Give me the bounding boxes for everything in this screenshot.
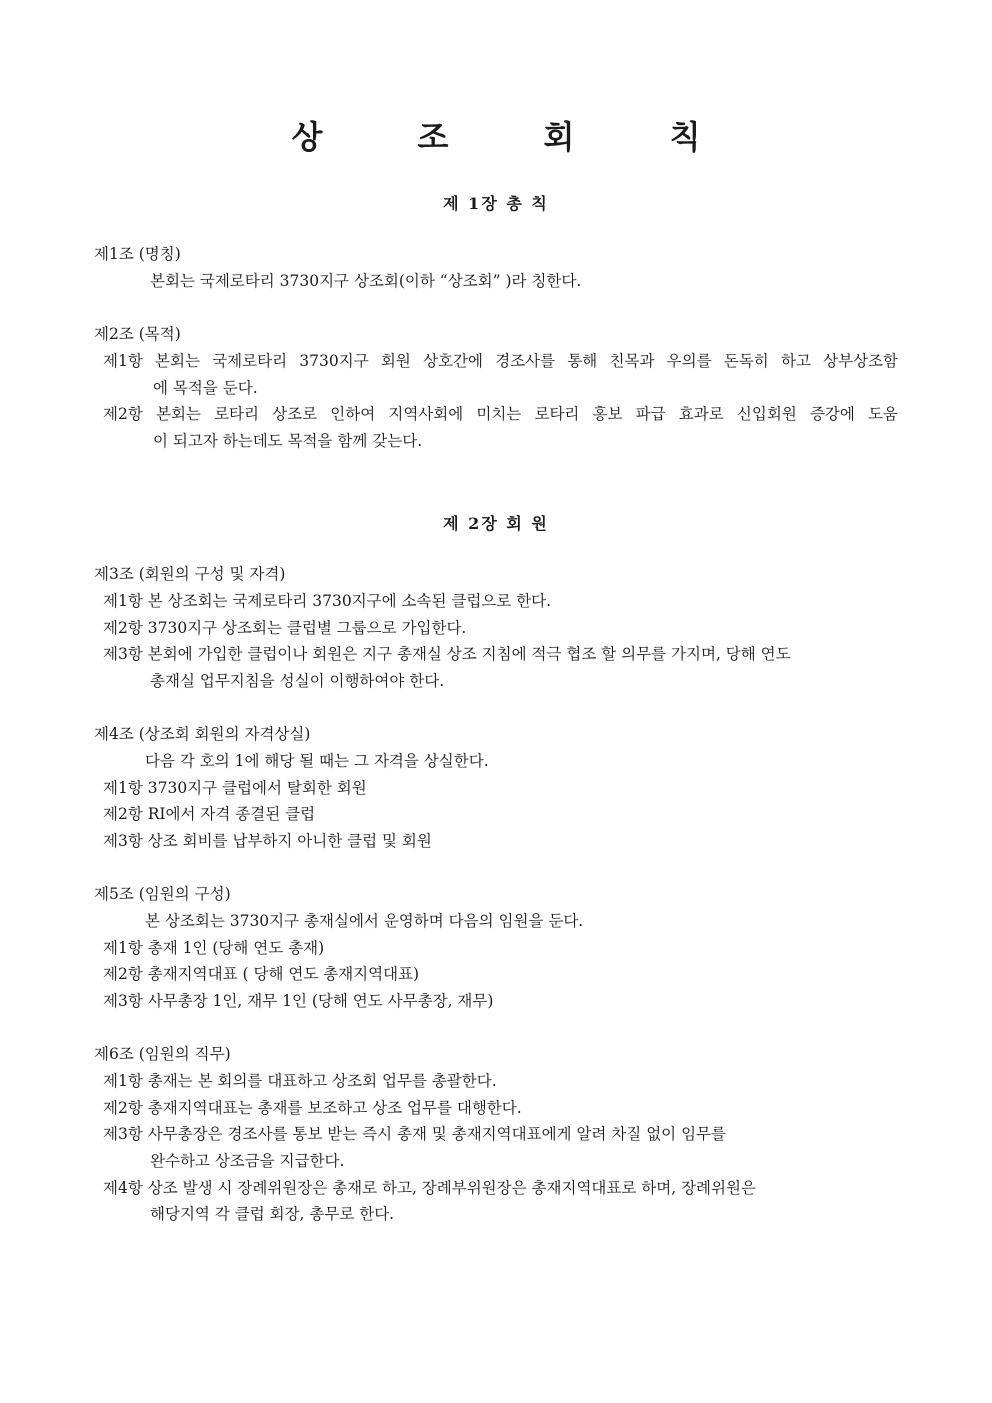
article-4-clause-3: 제3항 상조 회비를 납부하지 아니한 클럽 및 회원 bbox=[103, 832, 432, 850]
chapter-2-heading: 제 2장 회 원 bbox=[443, 514, 549, 533]
article-6-clause-3: 제3항 사무총장은 경조사를 통보 받는 즉시 총재 및 총재지역대표에게 알려 차질 없이 임무를 bbox=[103, 1125, 726, 1143]
article-6-clause-2: 제2항 총재지역대표는 총재를 보조하고 상조 업무를 대행한다. bbox=[103, 1099, 522, 1117]
article-4-intro: 다음 각 호의 1에 해당 될 때는 그 자격을 상실한다. bbox=[145, 752, 489, 770]
article-4-clause-1: 제1항 3730지구 클럽에서 탈회한 회원 bbox=[103, 779, 367, 797]
article-3-clause-2: 제2항 3730지구 상조회는 클럽별 그룹으로 가입한다. bbox=[103, 619, 467, 637]
article-5-heading: 제5조 (임원의 구성) bbox=[94, 885, 231, 903]
article-5-clause-1: 제1항 총재 1인 (당해 연도 총재) bbox=[103, 939, 325, 957]
chapter-1-heading: 제 1장 총 칙 bbox=[443, 194, 549, 213]
article-1-heading: 제1조 (명칭) bbox=[94, 245, 181, 263]
article-3-clause-3-cont: 총재실 업무지침을 성실이 이행하여야 한다. bbox=[150, 672, 445, 690]
article-4-heading: 제4조 (상조회 회원의 자격상실) bbox=[94, 725, 311, 743]
article-2-clause-2: 제2항 본회는 로타리 상조로 인하여 지역사회에 미치는 로타리 홍보 파급 효과로 신입회원 증강에 도움 bbox=[103, 405, 898, 423]
document-title: 상 조 회 칙 bbox=[291, 118, 743, 156]
article-2-clause-2-cont: 이 되고자 하는데도 목적을 함께 갖는다. bbox=[153, 432, 423, 450]
article-5-clause-3: 제3항 사무총장 1인, 재무 1인 (당해 연도 사무총장, 재무) bbox=[103, 992, 494, 1010]
article-6-clause-3-cont: 완수하고 상조금을 지급한다. bbox=[150, 1152, 345, 1170]
article-3-clause-1: 제1항 본 상조회는 국제로타리 3730지구에 소속된 클럽으로 한다. bbox=[103, 592, 552, 610]
article-5-intro: 본 상조회는 3730지구 총재실에서 운영하며 다음의 임원을 둔다. bbox=[145, 912, 584, 930]
article-6-clause-4: 제4항 상조 발생 시 장례위원장은 총재로 하고, 장례부위원장은 총재지역대표로 하며, 장례위원은 bbox=[103, 1179, 756, 1197]
article-6-heading: 제6조 (임원의 직무) bbox=[94, 1045, 231, 1063]
article-5-clause-2: 제2항 총재지역대표 ( 당해 연도 총재지역대표) bbox=[103, 965, 420, 983]
article-2-clause-1: 제1항 본회는 국제로타리 3730지구 회원 상호간에 경조사를 통해 친목과 우의를 돈독히 하고 상부상조함 bbox=[103, 352, 898, 370]
article-6-clause-1: 제1항 총재는 본 회의를 대표하고 상조회 업무를 총괄한다. bbox=[103, 1072, 497, 1090]
article-4-clause-2: 제2항 RI에서 자격 종결된 클럽 bbox=[103, 805, 316, 823]
article-3-clause-3: 제3항 본회에 가입한 클럽이나 회원은 지구 총재실 상조 지침에 적극 협조 할 의무를 가지며, 당해 연도 bbox=[103, 645, 791, 663]
article-2-clause-1-cont: 에 목적을 둔다. bbox=[153, 379, 258, 397]
article-2-heading: 제2조 (목적) bbox=[94, 325, 181, 343]
article-3-heading: 제3조 (회원의 구성 및 자격) bbox=[94, 565, 286, 583]
article-6-clause-4-cont: 해당지역 각 클럽 회장, 총무로 한다. bbox=[150, 1205, 395, 1223]
article-1-body: 본회는 국제로타리 3730지구 상조회(이하 “상조회” )라 칭한다. bbox=[150, 272, 582, 290]
